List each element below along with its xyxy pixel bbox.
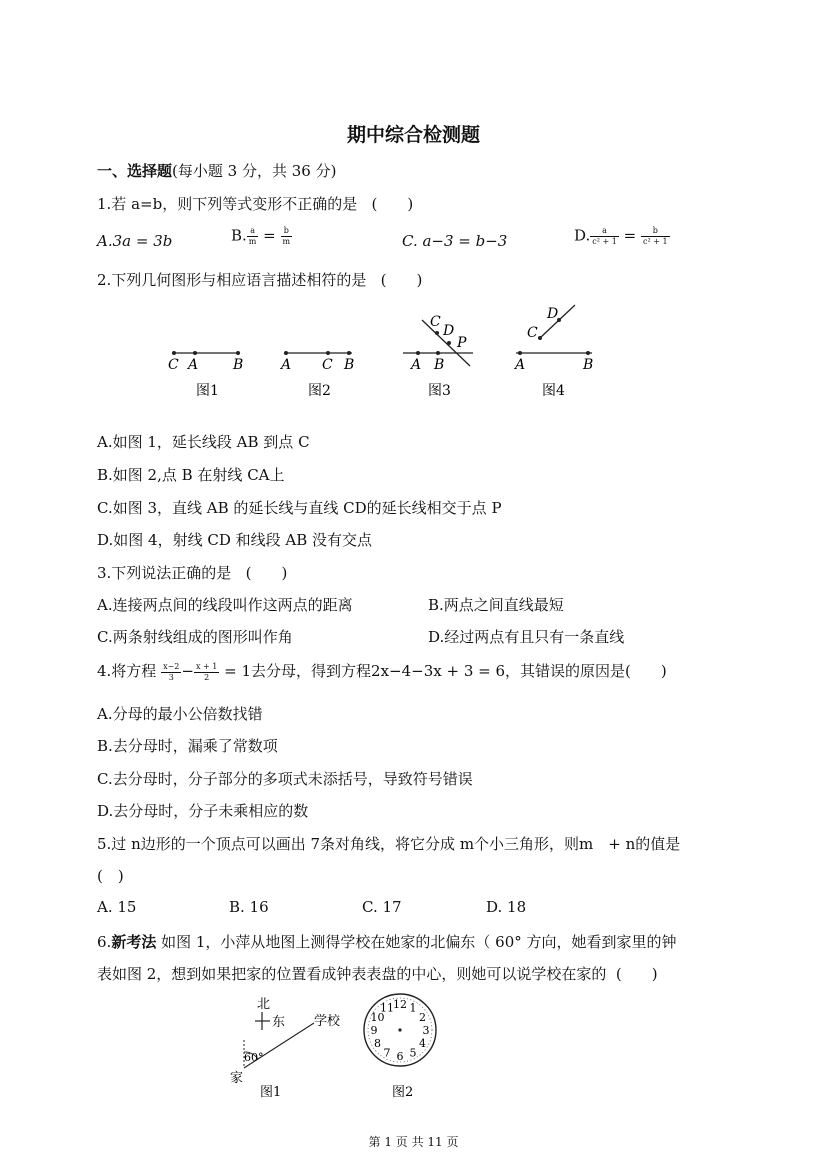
q6-home-label: 家 bbox=[230, 1071, 244, 1086]
q6-angle-label: 60° bbox=[244, 1051, 264, 1064]
q2-option-b: B.如图 2,点 B 在射线 CA上 bbox=[97, 466, 285, 484]
q4-stem: 4.将方程 $\frac{x-2}{3}$ − $\frac{x + 1}{2}$ = 1去分母，得到方程2x−4−3x + 3 = 6，其错误的原因是( ) bbox=[97, 661, 667, 682]
q2-option-c: C.如图 3，直线 AB 的延长线与直线 CD的延长线相交于点 P bbox=[97, 499, 502, 517]
q1-option-a: A.3a = 3b bbox=[97, 232, 173, 250]
q3-stem: 3.下列说法正确的是 ( ) bbox=[97, 564, 288, 582]
q4-option-d: D.去分母时，分子未乘相应的数 bbox=[97, 802, 309, 820]
clock-number: 3 bbox=[422, 1024, 430, 1037]
fig2-label-c: C bbox=[322, 357, 333, 373]
q6-figures bbox=[222, 988, 452, 1100]
q1-option-c: C. a−3 = b−3 bbox=[402, 232, 508, 250]
clock-number: 6 bbox=[396, 1050, 404, 1063]
clock-number: 7 bbox=[383, 1046, 391, 1060]
q5-option-d: D. 18 bbox=[486, 898, 527, 916]
fig1-label-c: C bbox=[168, 357, 179, 373]
page-footer: 第 1 页 共 11 页 bbox=[368, 1135, 459, 1149]
clock-number: 2 bbox=[419, 1011, 426, 1024]
clock-number: 8 bbox=[374, 1037, 381, 1050]
q2-figure-2 bbox=[279, 351, 354, 399]
q6-fig2-caption: 图2 bbox=[392, 1085, 414, 1100]
fig2-caption: 图2 bbox=[308, 383, 331, 399]
q6-figure-2 bbox=[364, 994, 436, 1100]
q1-option-b: B. $\frac{a}{m}$ = $\frac{b}{m}$ bbox=[231, 226, 291, 246]
q1-option-d: D. $\frac{a}{\text{c² + 1}}$ = $\frac{b}{\text{c² + 1}}$ bbox=[574, 226, 668, 246]
q6-figure-1 bbox=[230, 997, 341, 1100]
fig1-label-a: A bbox=[188, 357, 199, 373]
q4-option-c: C.去分母时，分子部分的多项式未添括号，导致符号错误 bbox=[97, 770, 473, 788]
fig3-caption: 图3 bbox=[428, 383, 451, 399]
q3-option-b: B.两点之间直线最短 bbox=[428, 596, 564, 614]
fig3-label-a: A bbox=[411, 357, 422, 373]
q3-option-a: A.连接两点间的线段叫作这两点的距离 bbox=[97, 596, 353, 614]
q2-figure-3 bbox=[403, 314, 473, 399]
fig4-caption: 图4 bbox=[542, 383, 565, 399]
fig3-label-p: P bbox=[457, 335, 467, 351]
fig3-label-b: B bbox=[434, 357, 445, 373]
q2-stem: 2.下列几何图形与相应语言描述相符的是 ( ) bbox=[97, 271, 423, 289]
q6-east-label: 东 bbox=[272, 1015, 286, 1030]
section-label: 一、选择题 bbox=[97, 162, 173, 180]
q4-option-a: A.分母的最小公倍数找错 bbox=[97, 705, 263, 723]
q5-paren: ( ) bbox=[97, 867, 124, 885]
clock-number: 11 bbox=[380, 1001, 394, 1015]
q5-option-b: B. 16 bbox=[229, 898, 269, 916]
q2-figure-4 bbox=[513, 305, 593, 399]
page-title: 期中综合检测题 bbox=[346, 124, 480, 146]
q6-line-1: 6.新考法 如图 1，小萍从地图上测得学校在她家的北偏东（ 60° 方向，她看到家里的钟 bbox=[97, 933, 677, 951]
q1-stem: 1.若 a=b，则下列等式变形不正确的是 ( ) bbox=[97, 195, 414, 213]
section-note: (每小题 3 分，共 36 分) bbox=[172, 162, 337, 180]
q2-option-a: A.如图 1，延长线段 AB 到点 C bbox=[97, 433, 310, 451]
q6-line-2: 表如图 2，想到如果把家的位置看成钟表表盘的中心，则她可以说学校在家的 ( ) bbox=[97, 965, 658, 983]
q2-figures bbox=[160, 298, 620, 408]
clock-number: 1 bbox=[409, 1001, 417, 1015]
q4-option-b: B.去分母时，漏乘了常数项 bbox=[97, 737, 278, 755]
fig4-label-d: D bbox=[547, 306, 559, 322]
fig4-label-c: C bbox=[527, 325, 538, 341]
clock-number: 5 bbox=[409, 1046, 417, 1060]
fig3-label-c: C bbox=[430, 314, 441, 330]
q2-option-d: D.如图 4，射线 CD 和线段 AB 没有交点 bbox=[97, 531, 373, 549]
fig2-label-a: A bbox=[281, 357, 292, 373]
fig4-label-b: B bbox=[583, 357, 594, 373]
fig4-label-a: A bbox=[515, 357, 526, 373]
q6-school-label: 学校 bbox=[314, 1014, 341, 1029]
q3-option-c: C.两条射线组成的图形叫作角 bbox=[97, 628, 293, 646]
q3-option-d: D.经过两点有且只有一条直线 bbox=[428, 628, 625, 646]
fig1-caption: 图1 bbox=[196, 383, 219, 399]
q5-option-c: C. 17 bbox=[362, 898, 402, 916]
q6-fig1-caption: 图1 bbox=[260, 1085, 282, 1100]
clock-number: 12 bbox=[393, 998, 407, 1011]
fig2-label-b: B bbox=[344, 357, 355, 373]
clock-number: 9 bbox=[370, 1024, 378, 1037]
clock-number: 10 bbox=[370, 1011, 385, 1024]
section-heading bbox=[97, 160, 336, 181]
q6-tag: 新考法 bbox=[111, 933, 157, 951]
q6-north-label: 北 bbox=[257, 997, 271, 1012]
fig1-label-b: B bbox=[233, 357, 244, 373]
fig3-label-d: D bbox=[443, 323, 455, 339]
clock-number: 4 bbox=[419, 1037, 426, 1050]
q2-figure-1 bbox=[168, 351, 243, 399]
q5-option-a: A. 15 bbox=[97, 898, 137, 916]
q5-stem: 5.过 n边形的一个顶点可以画出 7条对角线，将它分成 m个小三角形，则m + n的值是 bbox=[97, 835, 681, 853]
